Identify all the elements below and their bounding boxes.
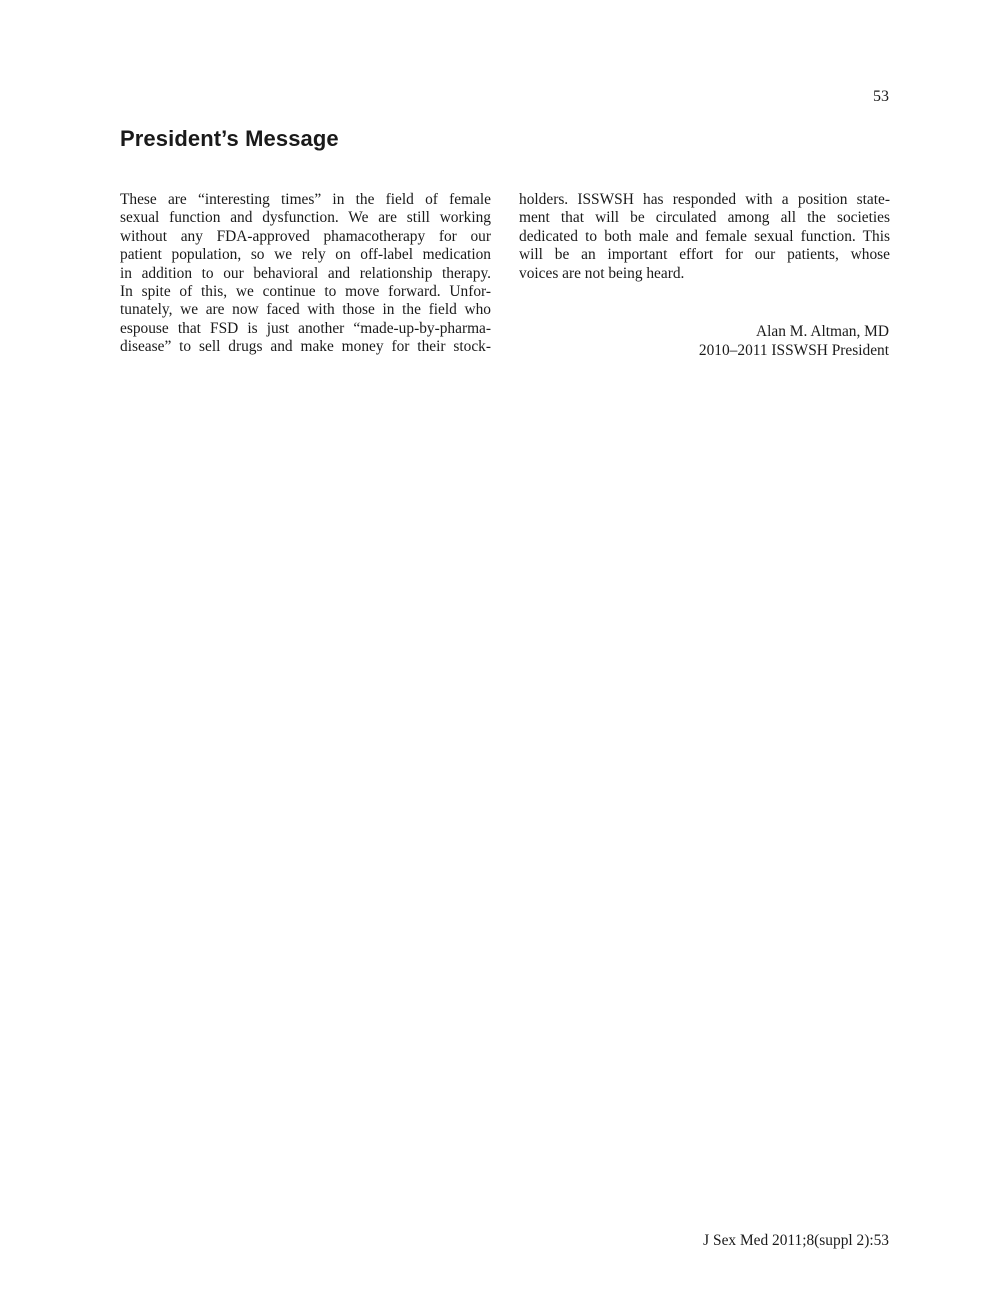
signature-block (699, 323, 889, 360)
body-line: in addition to our behavioral and relationship therapy. (120, 264, 491, 282)
body-line: ment that will be circulated among all the societies (519, 209, 890, 227)
body-line: without any FDA-approved phamacotherapy for our (120, 227, 491, 245)
journal-citation: J Sex Med 2011;8(suppl 2):53 (703, 1232, 889, 1249)
body-column-right (519, 191, 890, 283)
body-line: In spite of this, we continue to move forward. Unfor- (120, 282, 491, 300)
body-line: These are “interesting times” in the field of female (120, 191, 491, 208)
author-role: 2010–2011 ISSWSH President (698, 341, 889, 359)
article-title: President’s Message (120, 126, 339, 151)
body-line: tunately, we are now faced with those in the field who (120, 301, 491, 319)
body-line: holders. ISSWSH has responded with a position state- (519, 191, 890, 208)
body-line: patient population, so we rely on off-label medication (120, 246, 491, 264)
body-line: disease” to sell drugs and make money for their stock- (120, 338, 491, 356)
author-name: Alan M. Altman, MD (756, 323, 889, 340)
page-number: 53 (873, 88, 889, 105)
body-column-left (120, 191, 491, 357)
body-line: voices are not being heard. (519, 264, 685, 282)
body-line: dedicated to both male and female sexual function. This (519, 227, 890, 245)
body-line: will be an important effort for our patients, whose (519, 246, 890, 264)
body-line: espouse that FSD is just another “made-up-by-pharma- (120, 319, 491, 337)
body-line: sexual function and dysfunction. We are still working (120, 209, 491, 227)
